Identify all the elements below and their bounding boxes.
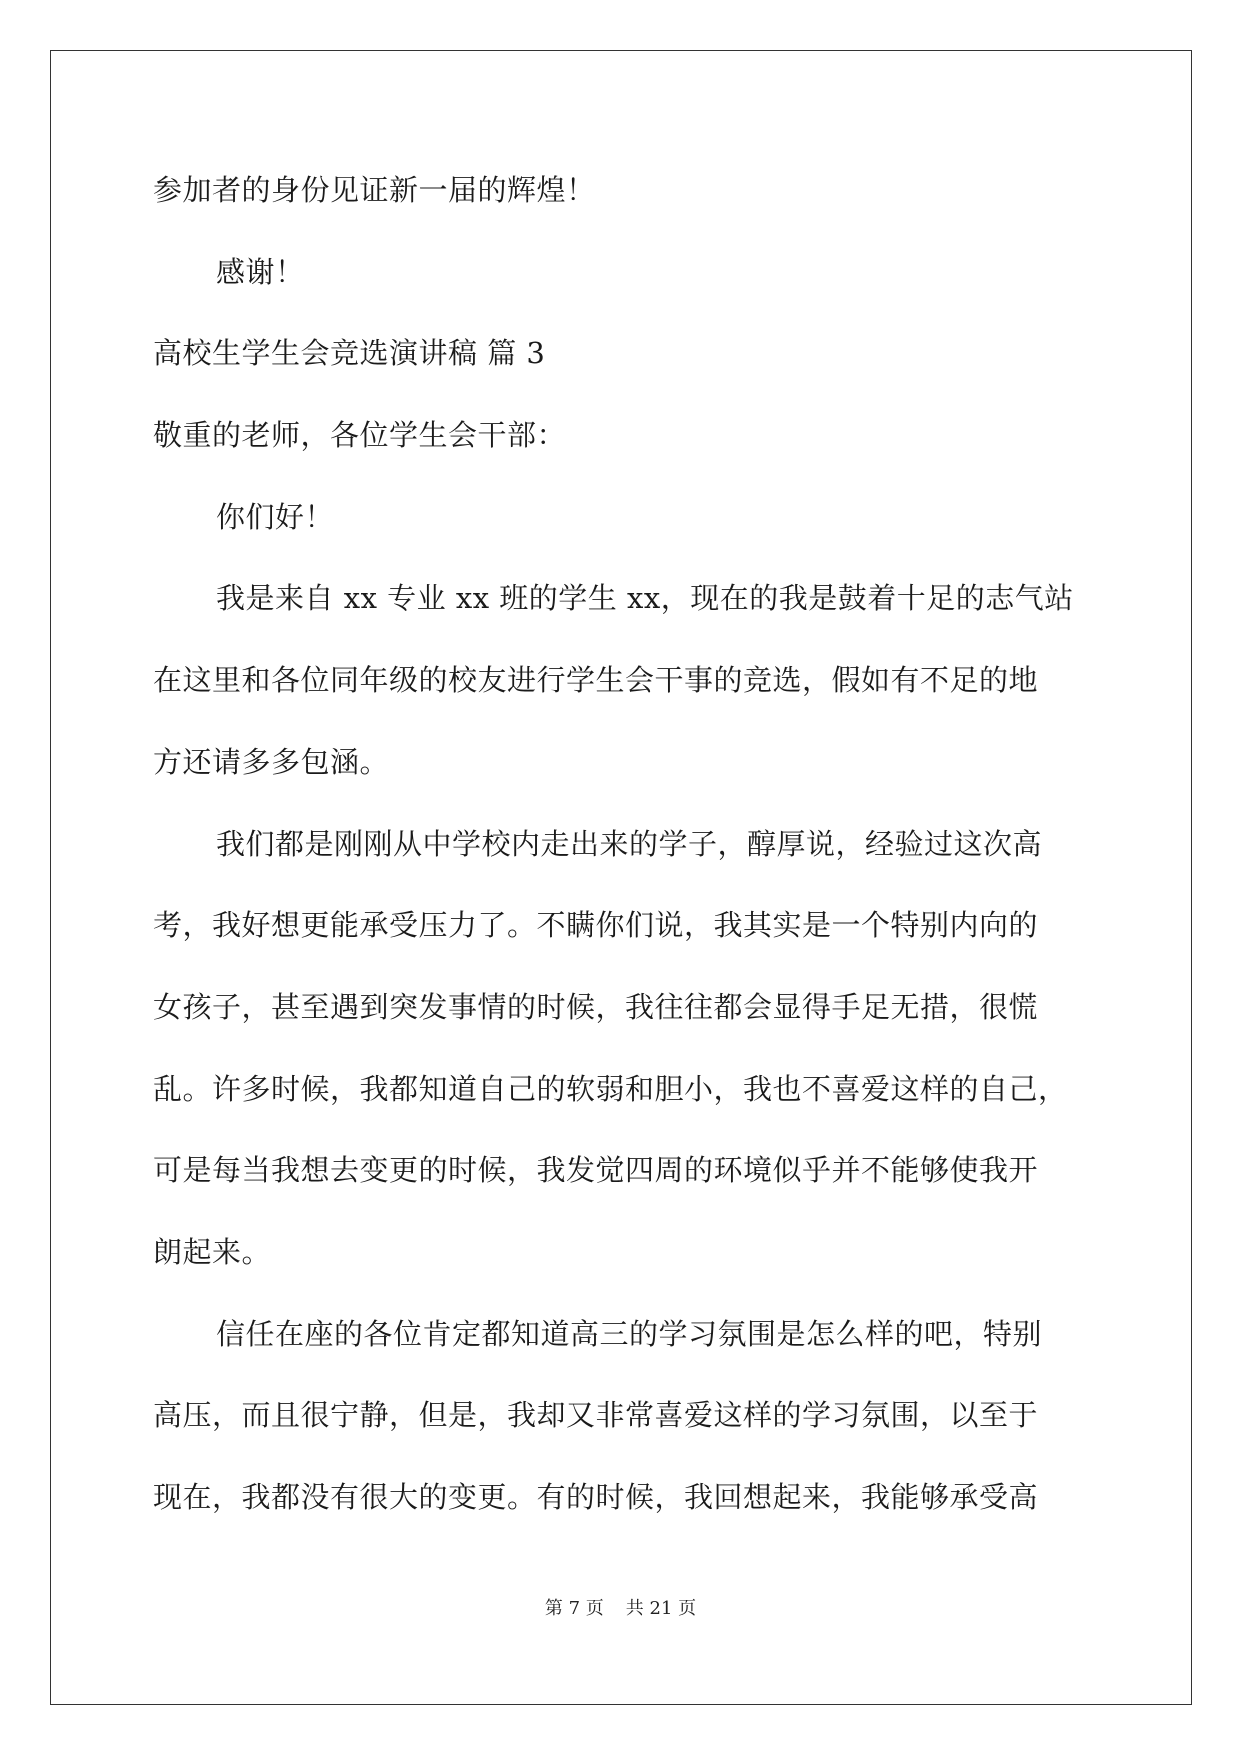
total-page-count: 共 21 页: [625, 1598, 697, 1619]
paragraph-line: 信任在座的各位肯定都知道高三的学习氛围是怎么样的吧，特别: [216, 1316, 1043, 1351]
paragraph-line: 高压，而且很宁静，但是，我却又非常喜爱这样的学习氛围，以至于: [153, 1398, 1039, 1433]
paragraph-line: 女孩子，甚至遇到突发事情的时候，我往往都会显得手足无措，很慌: [153, 989, 1039, 1024]
current-page-number: 第 7 页: [544, 1598, 604, 1619]
paragraph-line: 朗起来。: [153, 1234, 272, 1269]
paragraph-line: 可是每当我想去变更的时候，我发觉四周的环境似乎并不能够使我开: [153, 1153, 1039, 1188]
paragraph-line: 方还请多多包涵。: [153, 744, 390, 779]
text-line-continuation: 参加者的身份见证新一届的辉煌！: [153, 173, 596, 207]
paragraph-line: 我是来自 xx 专业 xx 班的学生 xx，现在的我是鼓着十足的志气站: [216, 581, 1074, 616]
paragraph-line: 乱。许多时候，我都知道自己的软弱和胆小，我也不喜爱这样的自己，: [153, 1071, 1068, 1106]
paragraph-line: 考，我好想更能承受压力了。不瞒你们说，我其实是一个特别内向的: [153, 908, 1039, 943]
section-heading: 高校生学生会竞选演讲稿 篇 3: [153, 336, 546, 371]
text-line-thanks: 感谢！: [216, 254, 305, 289]
paragraph-line: 我们都是刚刚从中学校内走出来的学子，醇厚说，经验过这次高: [216, 826, 1043, 861]
paragraph-line: 在这里和各位同年级的校友进行学生会干事的竞选，假如有不足的地: [153, 663, 1039, 698]
page-footer: [0, 1594, 1241, 1620]
document-body: [153, 158, 1093, 1547]
salutation: 敬重的老师，各位学生会干部：: [153, 418, 567, 453]
paragraph-line: 现在，我都没有很大的变更。有的时候，我回想起来，我能够承受高: [153, 1480, 1039, 1514]
greeting: 你们好！: [216, 499, 335, 534]
